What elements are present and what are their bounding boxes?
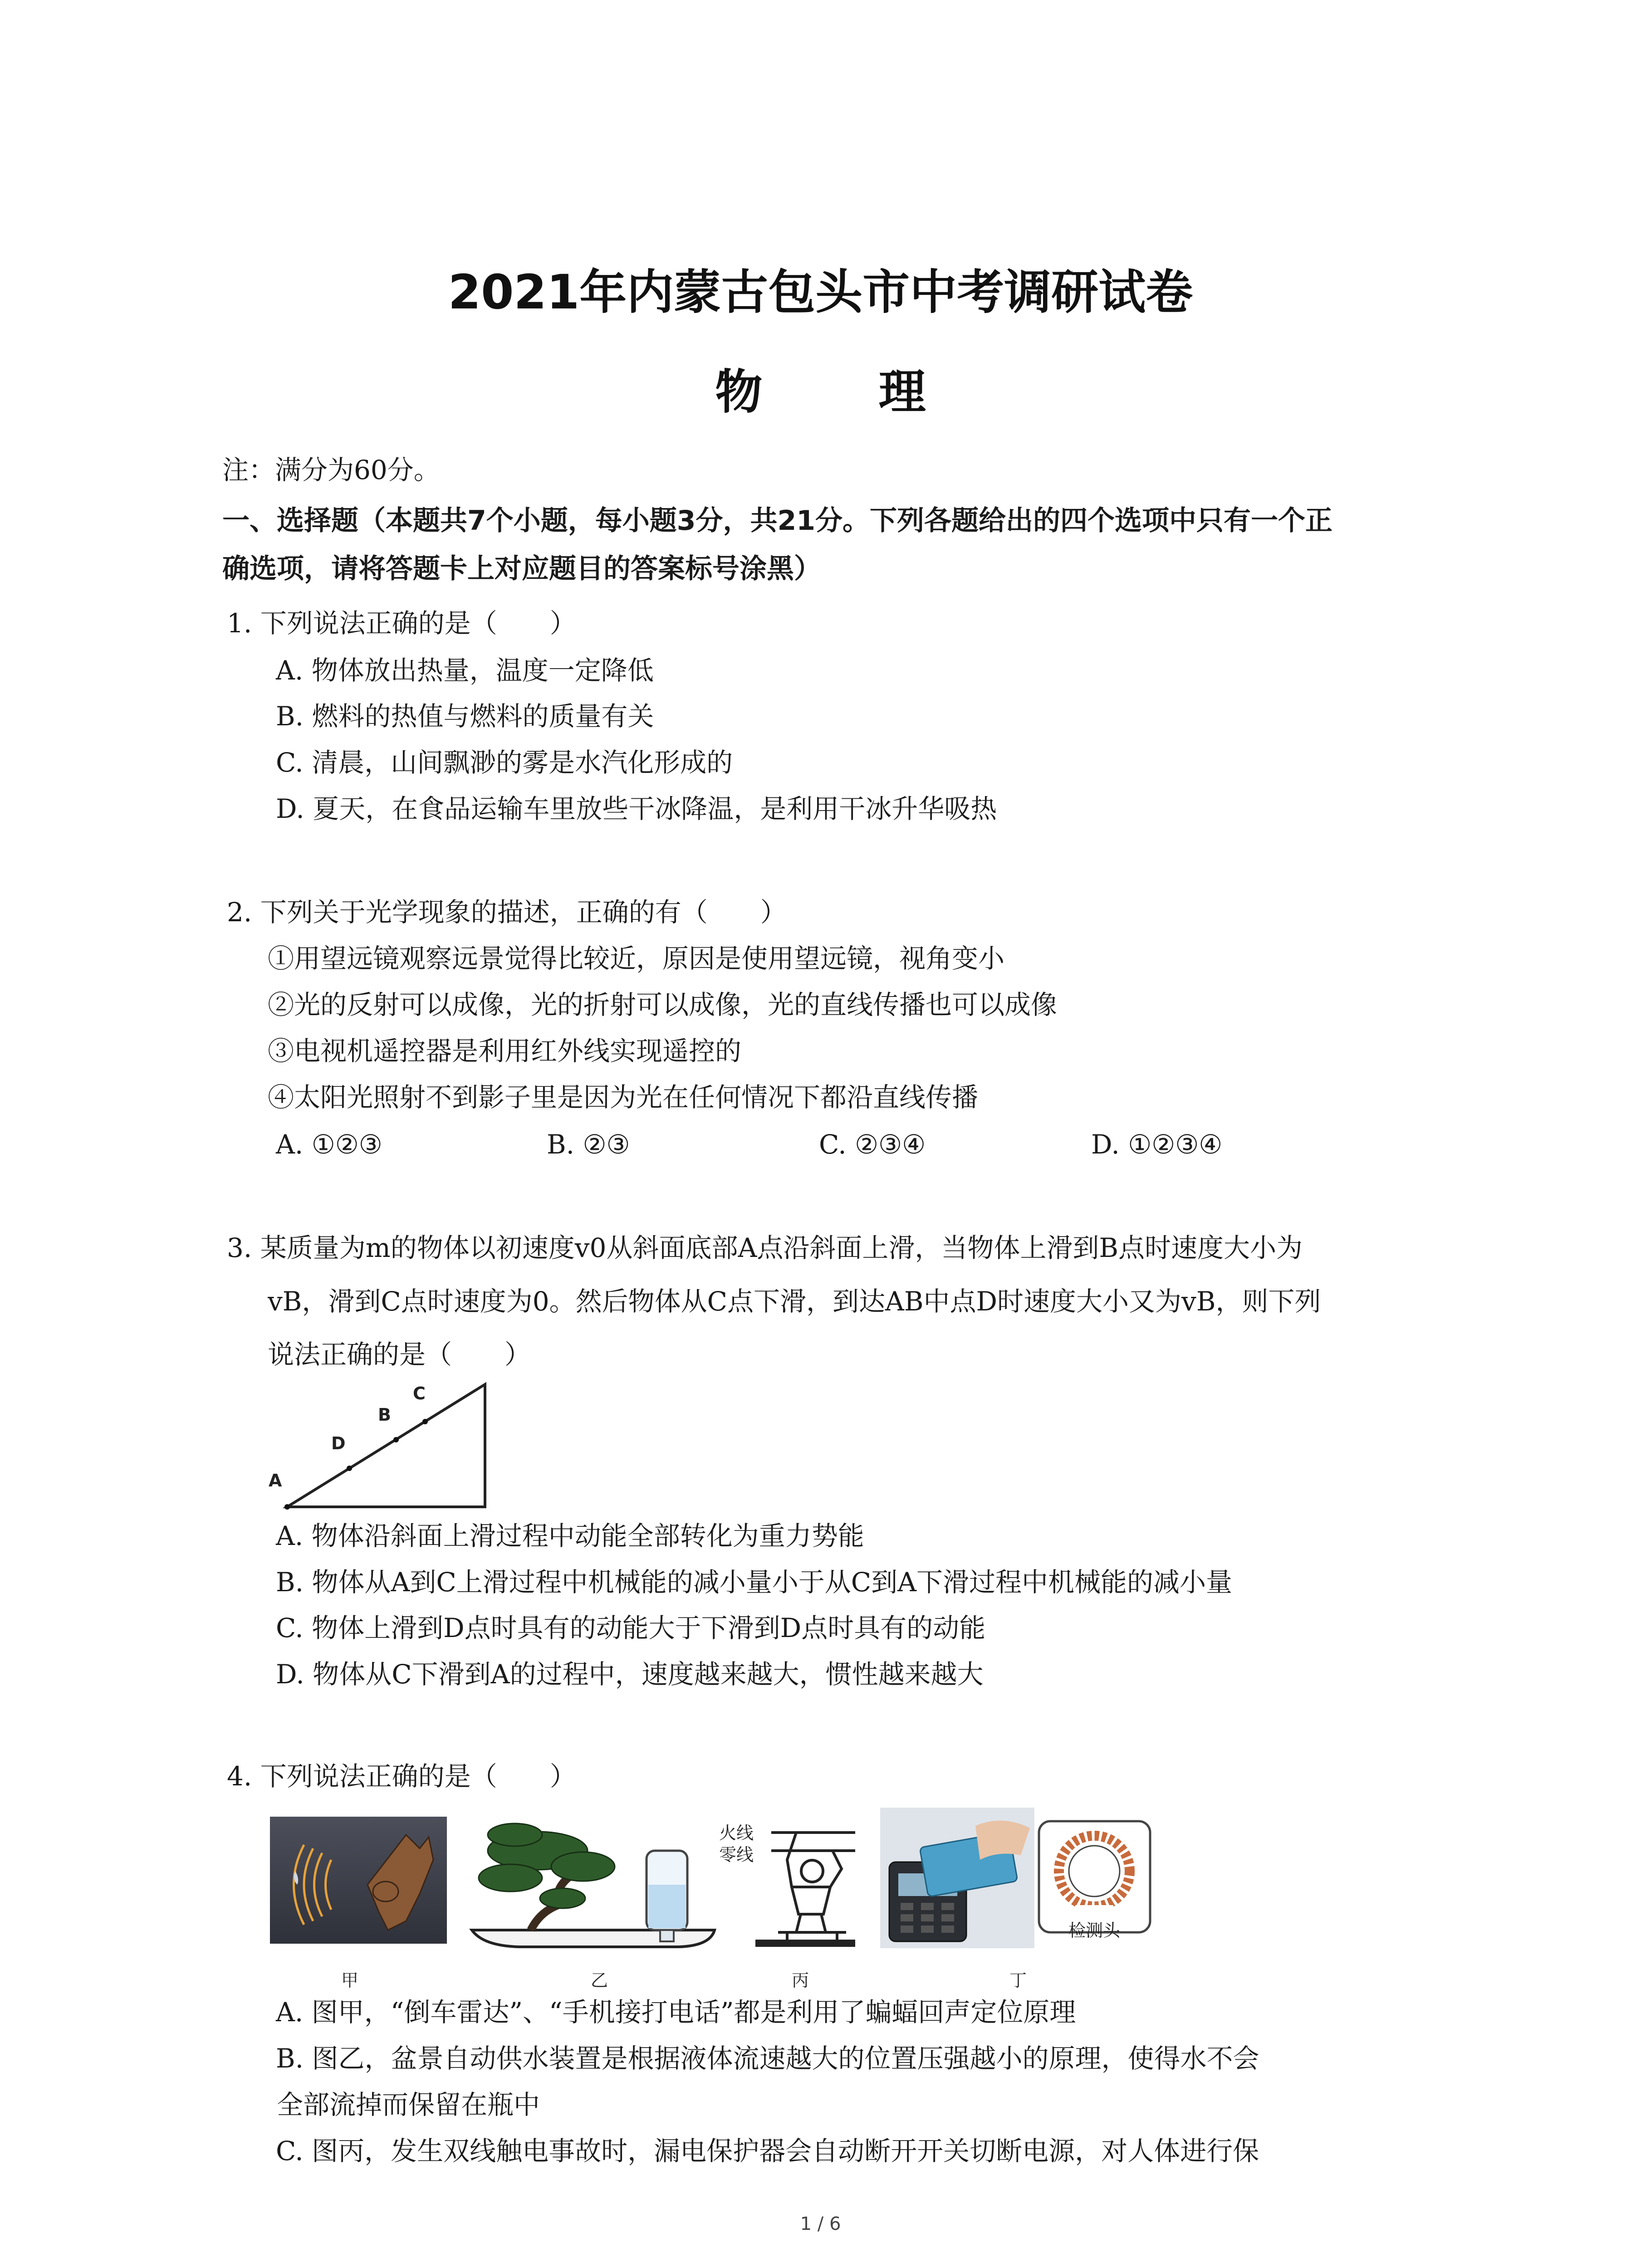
q1-option-d: D. 夏天，在食品运输车里放些干冰降温，是利用干冰升华吸热 — [276, 793, 997, 824]
q1-option-c: C. 清晨，山间飘渺的雾是水汽化形成的 — [276, 747, 733, 778]
bat-echolocation-image — [270, 1817, 447, 1944]
q4-option-b: B. 图乙，盆景自动供水装置是根据液体流速越大的位置压强越小的原理，使得水不会 — [276, 2043, 1259, 2074]
figure-caption-ding: 丁 — [1009, 1970, 1027, 1990]
q2-option-b: B. ②③ — [547, 1129, 630, 1160]
q3-option-c: C. 物体上滑到D点时具有的动能大于下滑到D点时具有的动能 — [276, 1613, 986, 1643]
q4-option-a: A. 图甲，“倒车雷达”、“手机接打电话”都是利用了蝙蝠回声定位原理 — [276, 1997, 1076, 2028]
q3-stem-line1: 3. 某质量为m的物体以初速度v0从斜面底部A点沿斜面上滑，当物体上滑到B点时速度大小为 — [227, 1232, 1303, 1263]
section-heading-line1: 一、选择题（本题共7个小题，每小题3分，共21分。下列各题给出的四个选项中只有一个正 — [222, 505, 1332, 537]
live-wire-label: 火线 — [719, 1823, 754, 1843]
label-c: C — [413, 1383, 426, 1403]
q2-option-d: D. ①②③④ — [1091, 1129, 1223, 1160]
q3-stem-line3: 说法正确的是（ ） — [268, 1339, 531, 1370]
q4-option-b-continued: 全部流掉而保留在瓶中 — [277, 2089, 540, 2120]
incline-diagram — [265, 1379, 501, 1510]
exam-title: 2021年内蒙古包头市中考调研试卷 — [448, 264, 1193, 320]
q2-option-c: C. ②③④ — [819, 1129, 926, 1160]
score-note: 注：满分为60分。 — [222, 455, 440, 485]
point-d — [347, 1466, 352, 1471]
figure-caption-jia: 甲 — [341, 1970, 359, 1990]
q4-stem: 4. 下列说法正确的是（ ） — [227, 1761, 576, 1792]
q1-stem: 1. 下列说法正确的是（ ） — [227, 608, 576, 639]
q2-option-a: A. ①②③ — [276, 1129, 382, 1160]
label-a: A — [269, 1471, 282, 1491]
detector-head-label: 检测头 — [1068, 1921, 1121, 1941]
q3-option-d: D. 物体从C下滑到A的过程中，速度越来越大，惯性越来越大 — [276, 1659, 984, 1690]
label-b: B — [378, 1405, 391, 1425]
point-a — [284, 1504, 290, 1510]
q3-stem-line2: vB，滑到C点时速度为0。然后物体从C点下滑，到达AB中点D时速度大小又为vB，则下列 — [268, 1286, 1321, 1317]
q2-statement-3: ③电视机遥控器是利用红外线实现遥控的 — [268, 1036, 742, 1066]
q2-statement-1: ①用望远镜观察远景觉得比较近，原因是使用望远镜，视角变小 — [268, 943, 1005, 974]
q4-option-c: C. 图丙，发生双线触电事故时，漏电保护器会自动断开开关切断电源，对人体进行保 — [276, 2136, 1259, 2166]
label-d: D — [331, 1433, 346, 1453]
figure-caption-bing: 丙 — [792, 1970, 809, 1990]
point-c — [422, 1419, 428, 1424]
q2-stem: 2. 下列关于光学现象的描述，正确的有（ ） — [227, 897, 787, 928]
q3-option-a: A. 物体沿斜面上滑过程中动能全部转化为重力势能 — [276, 1520, 864, 1551]
bonsai-water-supply-image — [465, 1814, 719, 1948]
q2-statement-4: ④太阳光照射不到影子里是因为光在任何情况下都沿直线传播 — [268, 1082, 979, 1113]
neutral-wire-label: 零线 — [719, 1845, 754, 1865]
q2-statement-2: ②光的反射可以成像，光的折射可以成像，光的直线传播也可以成像 — [268, 989, 1058, 1020]
q1-option-b: B. 燃料的热值与燃料的质量有关 — [276, 701, 654, 732]
point-b — [393, 1437, 399, 1442]
page-number: 1 / 6 — [800, 2214, 841, 2234]
figure-caption-yi: 乙 — [591, 1970, 608, 1990]
q3-option-b: B. 物体从A到C上滑过程中机械能的减小量小于从C到A下滑过程中机械能的减小量 — [276, 1567, 1233, 1598]
q1-option-a: A. 物体放出热量，温度一定降低 — [276, 655, 654, 686]
section-heading-line2: 确选项，请将答题卡上对应题目的答案标号涂黑） — [222, 553, 821, 585]
subject-title: 物 理 — [715, 364, 976, 420]
